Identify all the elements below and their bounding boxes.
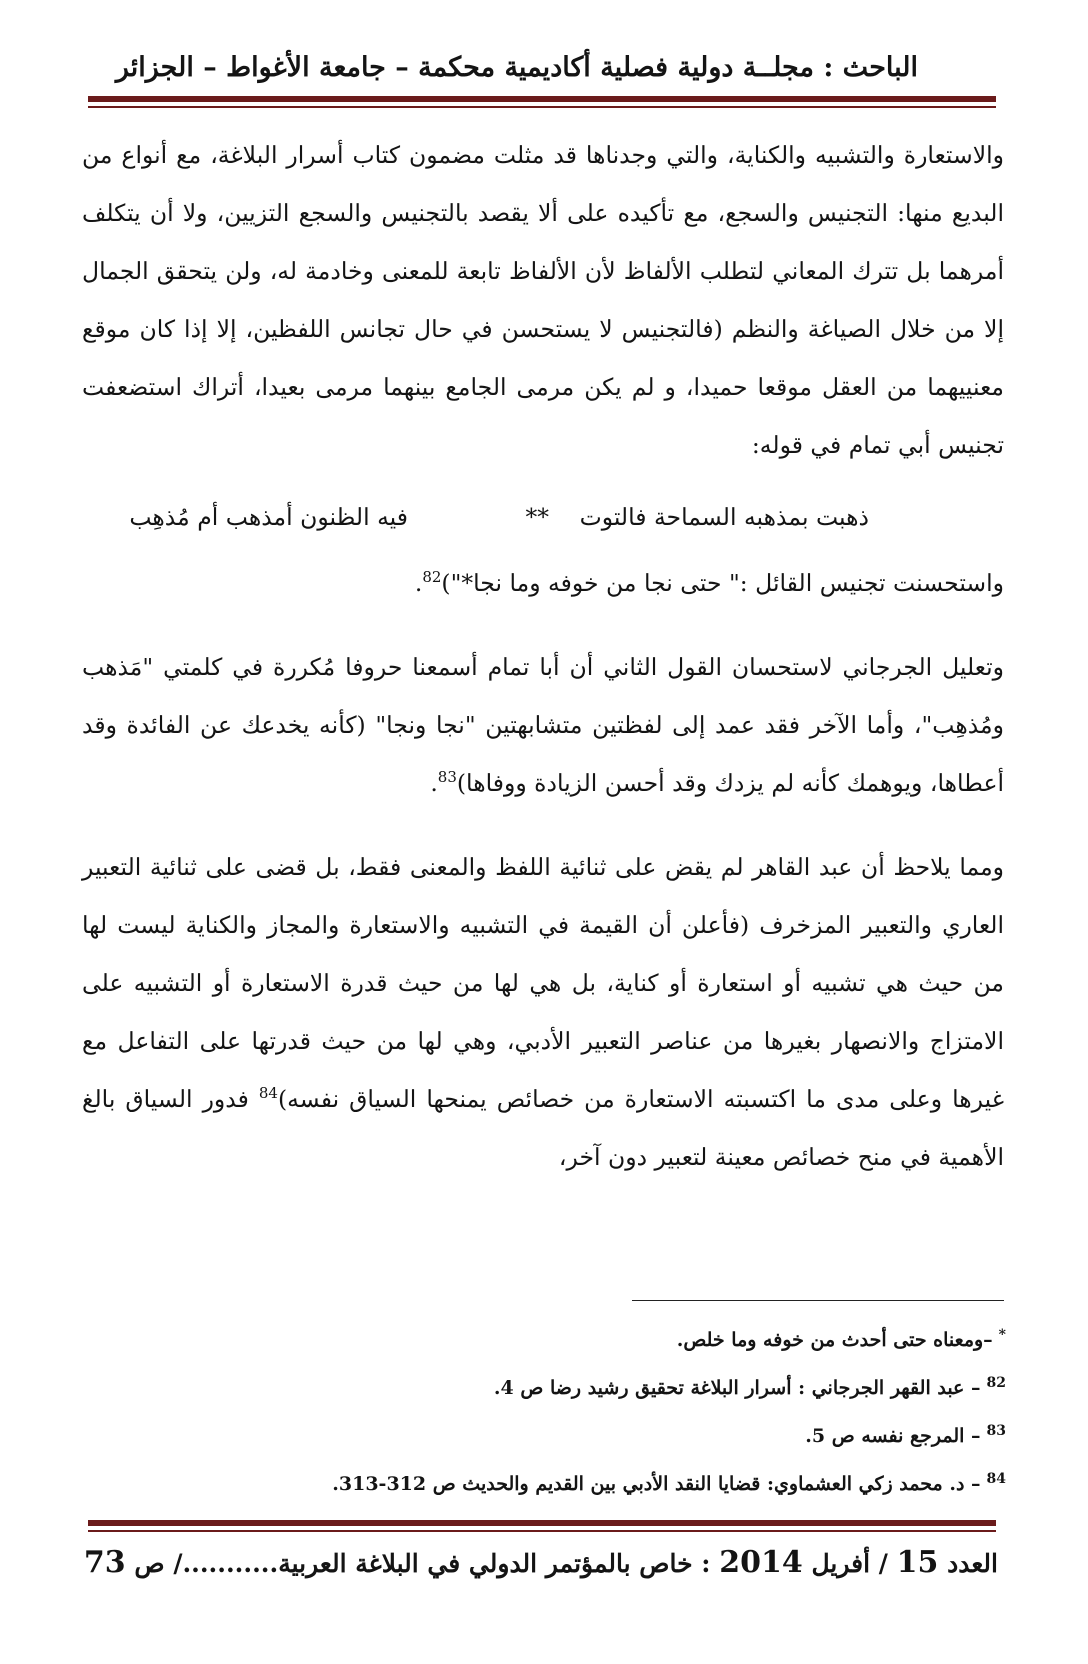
footnote-ref-82: 82 bbox=[422, 568, 442, 587]
footnote-83 bbox=[120, 1412, 1006, 1460]
footnote-separator bbox=[632, 1300, 1004, 1301]
footer-issue-label: العدد bbox=[947, 1549, 998, 1578]
footnote-mark: 82 bbox=[986, 1374, 1006, 1391]
footnote-text: – المرجع نفسه ص 5. bbox=[805, 1425, 981, 1447]
footer-month: أفريل bbox=[811, 1549, 871, 1578]
footer-page-number: 73 bbox=[83, 1545, 126, 1580]
footer-year: 2014 bbox=[719, 1545, 803, 1580]
page-footer bbox=[83, 1545, 998, 1580]
poetry-verse bbox=[82, 484, 1004, 546]
paragraph-2-end: . bbox=[414, 569, 423, 597]
article-body bbox=[82, 126, 1004, 1186]
paragraph-3-text: وتعليل الجرجاني لاستحسان القول الثاني أن أبا تمام أسمعنا حروفا مُكررة في كلمتي "مَذهب ومُذهِب"، وأما الآخر فقد عمد إلى لفظتين متشابهتين "نجا ونجا" (كأنه يخدعك عن الفائدة وقد أعطاها، ويوهمك كأنه لم يزدك وقد أحسن الزيادة ووفاها) bbox=[82, 653, 1004, 797]
footnote-mark: 83 bbox=[986, 1422, 1006, 1439]
footnote-82 bbox=[120, 1364, 1006, 1412]
verse-first-hemistich: ذهبت بمذهبه السماحة فالتوت bbox=[579, 503, 869, 531]
paragraph-4-continuation: فدور السياق بالغ الأهمية في منح خصائص معينة لتعبير دون آخر، bbox=[82, 1085, 1004, 1171]
paragraph-2 bbox=[82, 554, 1004, 612]
footnote-text: – عبد القهر الجرجاني : أسرار البلاغة تحقيق رشيد رضا ص 4. bbox=[493, 1377, 981, 1399]
footer-issue-number: 15 bbox=[896, 1545, 939, 1580]
paragraph-3-end: . bbox=[430, 769, 438, 797]
journal-header: الباحث : مجلــة دولية فصلية أكاديمية محكمة – جامعة الأغواط – الجزائر bbox=[115, 52, 918, 83]
paragraph-1: والاستعارة والتشبيه والكناية، والتي وجدناها قد مثلت مضمون كتاب أسرار البلاغة، مع أنواع من البديع منها: التجنيس والسجع، مع تأكيده على ألا يقصد بالتجنيس والسجع التزيين، ولا أن يتكلف أمرهما بل تترك المعاني لتطلب الألفاظ لأن الألفاظ تابعة للمعنى وخادمة له، ولن يتحقق الجمال إلا من خلال الصياغة والنظم (فالتجنيس لا يستحسن في حال تجانس اللفظين، إلا إذا كان موقع معنييهما من العقل موقعا حميدا، و لم يكن مرمى الجامع بينهما مرمى بعيدا، أتراك استضعفت تجنيس أبي تمام في قوله: bbox=[82, 141, 1004, 459]
footnote-ref-84: 84 bbox=[258, 1084, 278, 1103]
header-rule-thin bbox=[88, 106, 996, 108]
verse-second-hemistich: فيه الظنون أمذهب أم مُذهِب bbox=[129, 503, 408, 531]
footer-special-issue: : خاص بالمؤتمر الدولي في البلاغة العربية.........../ ص bbox=[134, 1549, 711, 1578]
paragraph-2-text: واستحسنت تجنيس القائل :" حتى نجا من خوفه وما نجا*") bbox=[441, 569, 1004, 597]
footnote-star bbox=[120, 1316, 1006, 1364]
footer-rule-thin bbox=[88, 1530, 996, 1532]
footnote-mark: * bbox=[998, 1326, 1006, 1343]
footnote-text: –ومعناه حتى أحدث من خوفه وما خلص. bbox=[676, 1329, 993, 1351]
footnote-84 bbox=[120, 1460, 1006, 1508]
footer-slash: / bbox=[878, 1549, 888, 1578]
paragraph-3 bbox=[82, 638, 1004, 812]
footnote-text: – د. محمد زكي العشماوي: قضايا النقد الأدبي بين القديم والحديث ص 312-313. bbox=[332, 1473, 981, 1495]
footnote-ref-83: 83 bbox=[437, 768, 457, 787]
paragraph-4-text: ومما يلاحظ أن عبد القاهر لم يقض على ثنائية اللفظ والمعنى فقط، بل قضى على ثنائية التعبير العاري والتعبير المزخرف (فأعلن أن القيمة في التشبيه والاستعارة والمجاز والكناية ليست لها من حيث هي تشبيه أو استعارة أو كناية، بل هي لها من حيث قدرة الاستعارة أو التشبيه على الامتزاج والانصهار بغيرها من عناصر التعبير الأدبي، وهي لها من حيث قدرتها على التفاعل مع غيرها وعلى مدى ما اكتسبته الاستعارة من خصائص يمنحها السياق نفسه) bbox=[82, 853, 1004, 1113]
paragraph-4 bbox=[82, 838, 1004, 1186]
footer-rule bbox=[88, 1520, 996, 1526]
verse-separator: ** bbox=[525, 503, 549, 531]
footnote-mark: 84 bbox=[986, 1470, 1006, 1487]
header-rule bbox=[88, 96, 996, 102]
footnotes bbox=[120, 1316, 1006, 1508]
